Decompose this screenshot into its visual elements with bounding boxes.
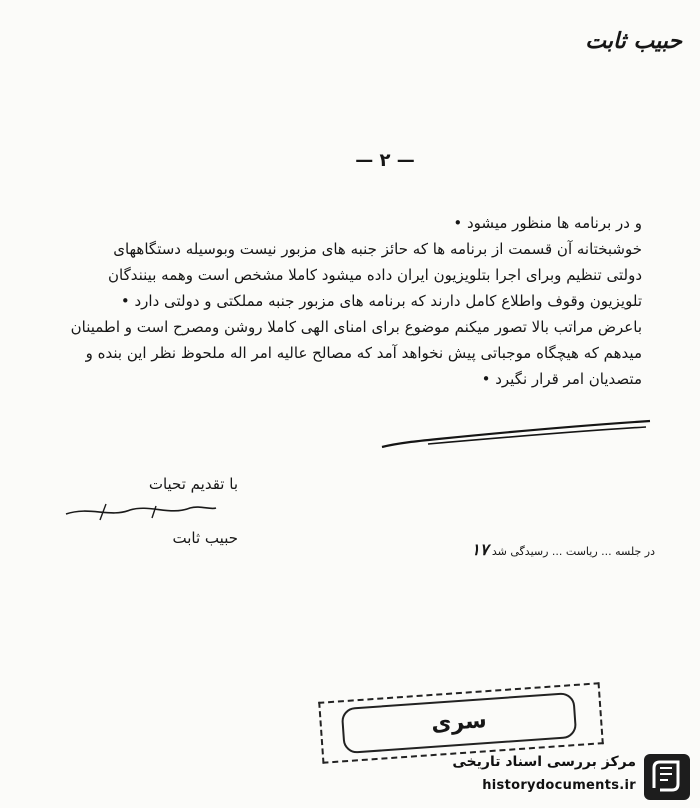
closing-salutation: با تقدیم تحیات bbox=[148, 475, 238, 493]
margin-note-number: ۱۷ bbox=[471, 540, 489, 559]
body-line: تلویزیون وقوف واطلاع کامل دارند که برنامه های مزبور جنبه مملکتی و دولتی دارد • bbox=[120, 292, 642, 310]
body-line: میدهم که هیچگاه موجباتی پیش نخواهد آمد که مصالح عالیه امر اله ملحوظ نظر این بنده و bbox=[85, 344, 642, 362]
body-line: و در برنامه ها منظور میشود • bbox=[453, 214, 642, 232]
stamp-text: سری bbox=[341, 692, 578, 754]
signature bbox=[60, 496, 220, 526]
watermark bbox=[418, 752, 690, 806]
watermark-title: مرکز بررسی اسناد تاریخی bbox=[452, 754, 636, 770]
body-line: دولتی تنظیم وبرای اجرا بتلویزیون ایران داده میشود کاملا مشخص است وهمه بینندگان bbox=[108, 266, 642, 284]
page-number: — ۲ — bbox=[355, 150, 415, 171]
body-line: خوشبختانه آن قسمت از برنامه ها که حائز جنبه های مزبور نیست وبوسیله دستگاههای bbox=[113, 240, 642, 258]
margin-note-text: در جلسه ... ریاست ... رسیدگی شد bbox=[491, 545, 655, 558]
hand-underline bbox=[378, 417, 652, 449]
margin-note bbox=[380, 540, 655, 562]
body-line: متصدیان امر قرار نگیرد • bbox=[481, 370, 642, 388]
watermark-url: historydocuments.ir bbox=[482, 778, 636, 793]
classification-stamp bbox=[310, 688, 610, 758]
body-line: باعرض مراتب بالا تصور میکنم موضوع برای امنای الهی کاملا روشن ومصرح است و اطمینان bbox=[70, 318, 642, 336]
handwritten-header: حبیب ثابت bbox=[585, 28, 682, 54]
signer-name: حبیب ثابت bbox=[172, 529, 238, 547]
watermark-logo-icon bbox=[644, 754, 690, 800]
letter-body bbox=[14, 210, 642, 392]
